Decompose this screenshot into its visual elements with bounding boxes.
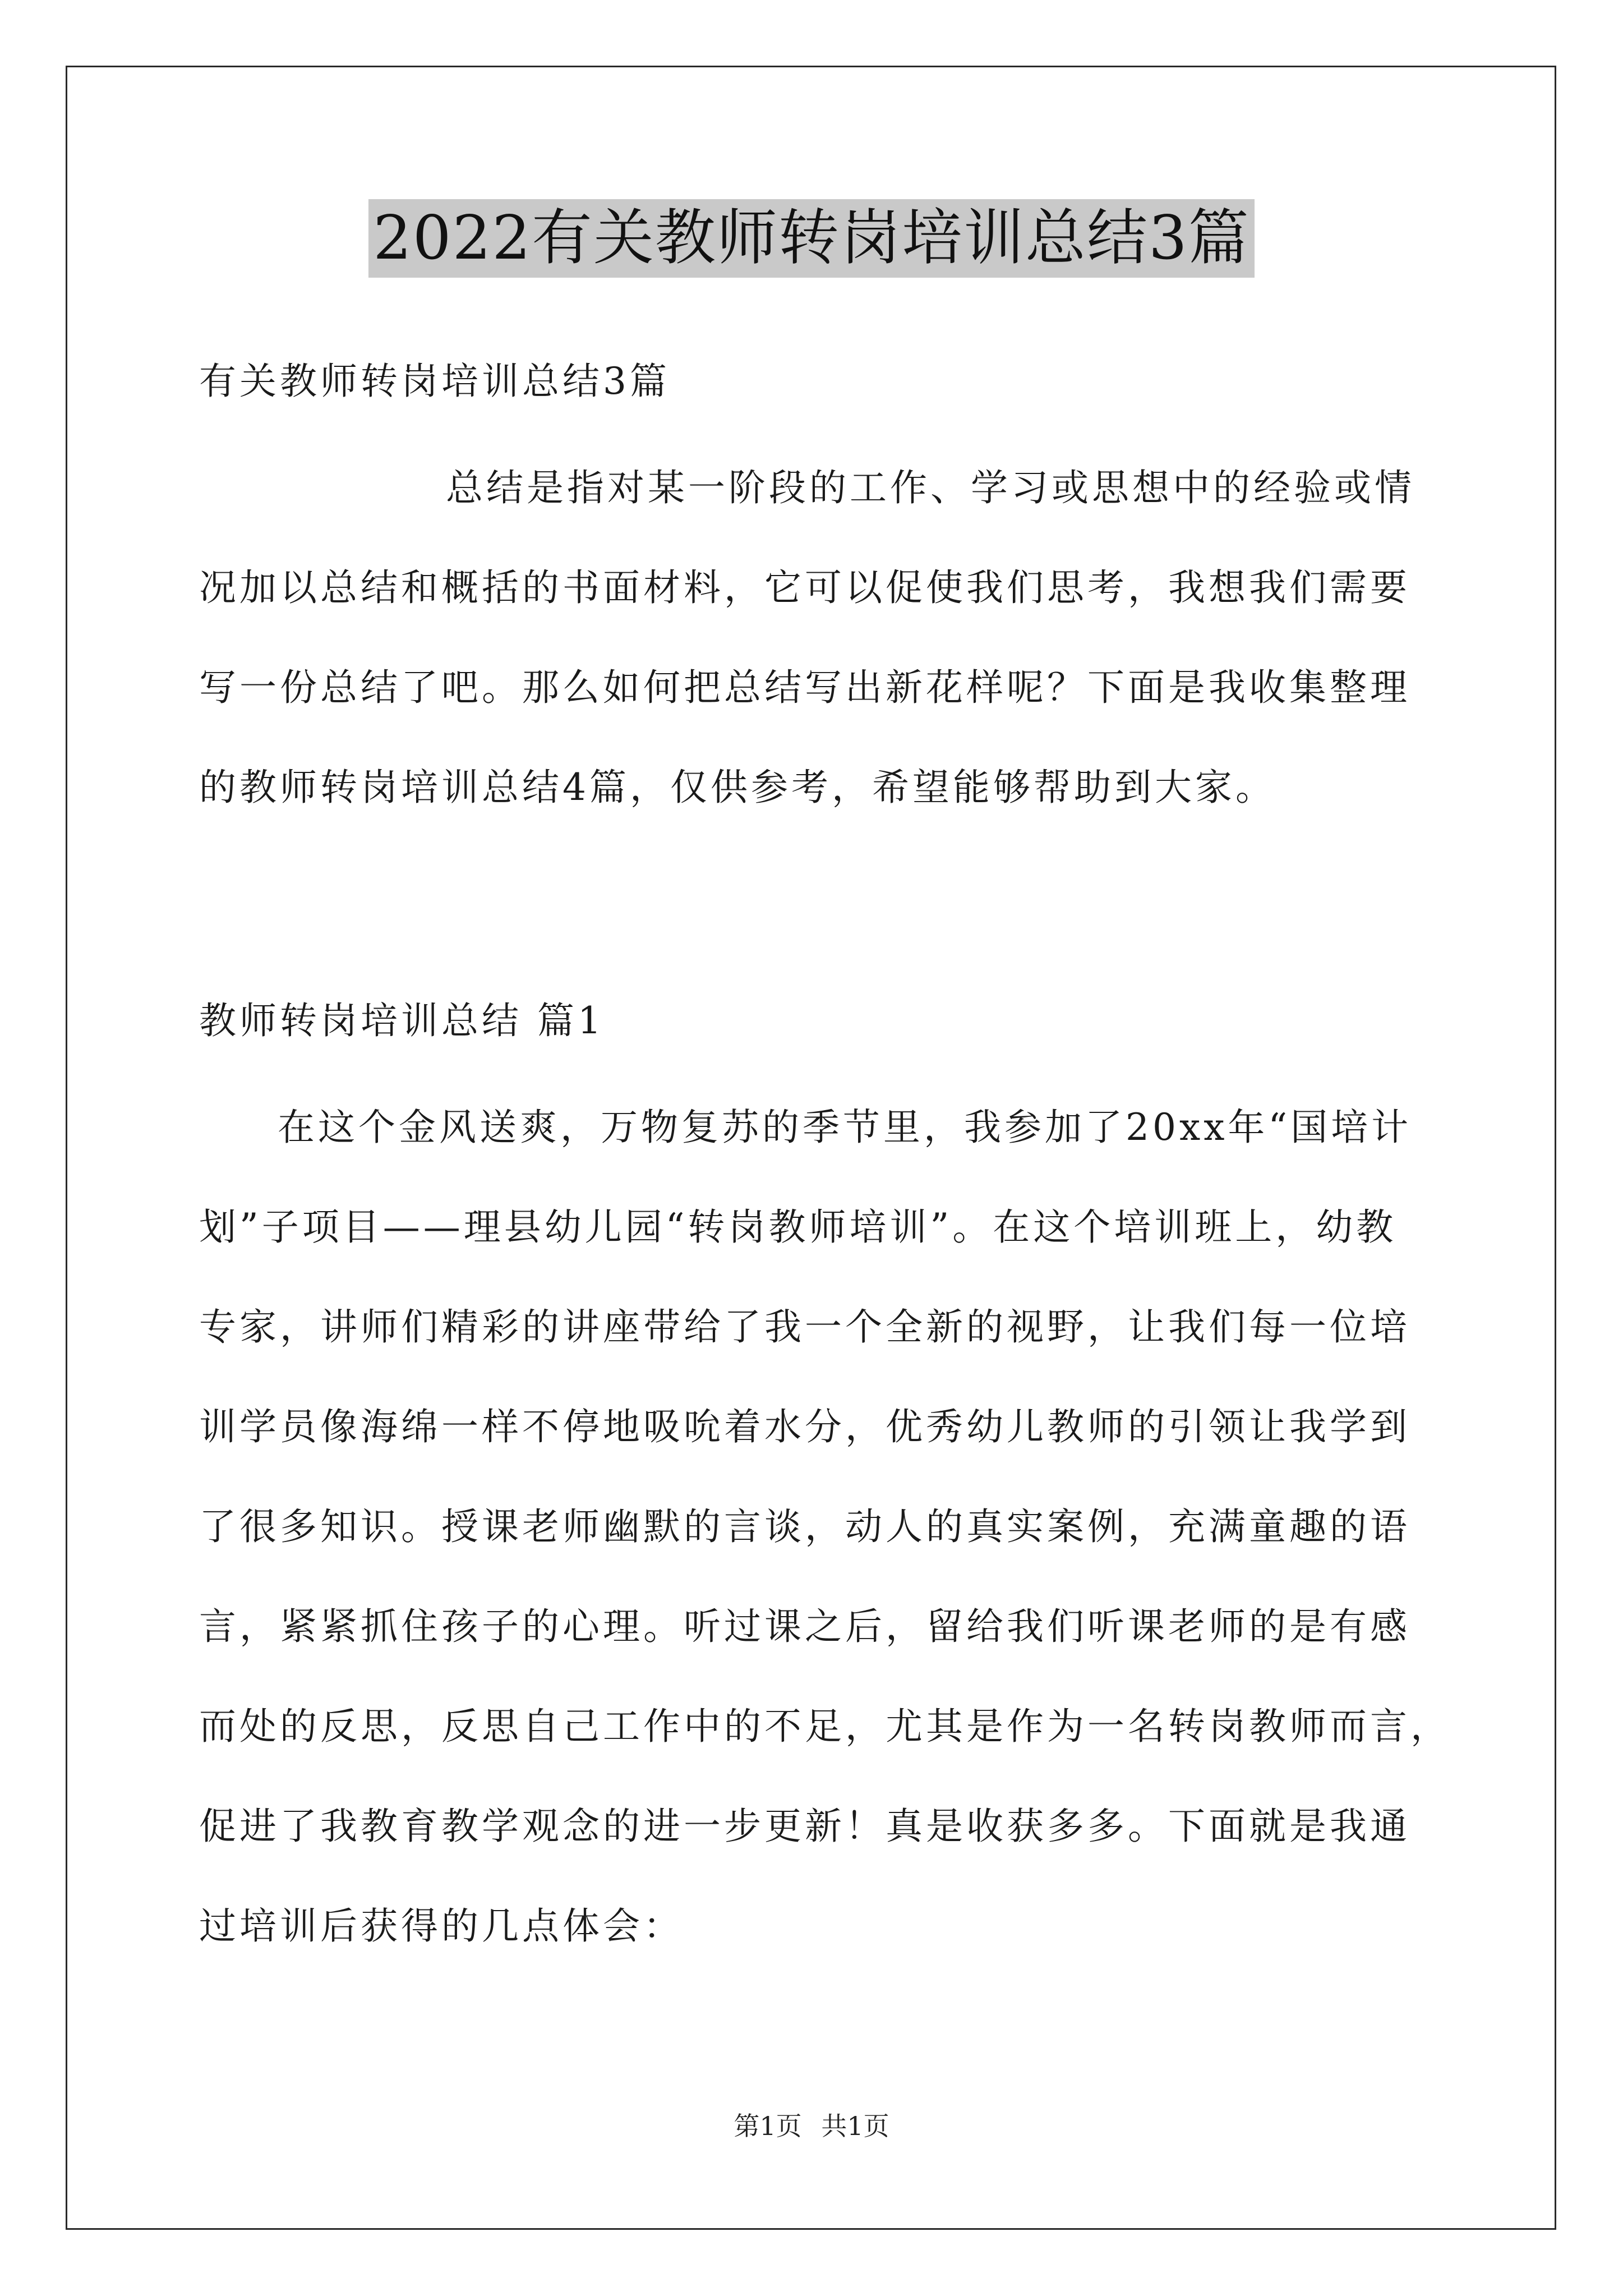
paragraph-line: 总结是指对某一阶段的工作、学习或思想中的经验或情 (446, 466, 1415, 509)
paragraph-line: 训学员像海绵一样不停地吸吮着水分，优秀幼儿教师的引领让我学到 (199, 1405, 1410, 1448)
paragraph-line: 在这个金风送爽，万物复苏的季节里，我参加了20xx年“国培计 (278, 1106, 1412, 1149)
page-number-current: 第1页 (734, 2111, 802, 2141)
paragraph-line: 过培训后获得的几点体会： (199, 1904, 684, 1948)
document-title: 2022有关教师转岗培训总结3篇 (368, 199, 1255, 278)
intro-paragraph (199, 460, 1433, 859)
section-heading: 教师转岗培训总结 篇1 (199, 999, 605, 1042)
paragraph-line: 专家，讲师们精彩的讲座带给了我一个全新的视野，让我们每一位培 (199, 1305, 1410, 1349)
paragraph-line: 的教师转岗培训总结4篇，仅供参考，希望能够帮助到大家。 (199, 766, 1276, 809)
page-footer (0, 2109, 1623, 2143)
title-container (0, 199, 1623, 278)
paragraph-line: 划”子项目——理县幼儿园“转岗教师培训”。在这个培训班上，幼教 (199, 1205, 1397, 1249)
paragraph-line: 而处的反思，反思自己工作中的不足，尤其是作为一名转岗教师而言， (199, 1705, 1451, 1748)
paragraph-line: 言，紧紧抓住孩子的心理。听过课之后，留给我们听课老师的是有感 (199, 1605, 1410, 1648)
section1-paragraph (199, 1099, 1451, 1998)
document-subtitle: 有关教师转岗培训总结3篇 (199, 360, 670, 403)
page-number-total: 共1页 (821, 2111, 889, 2141)
paragraph-line: 了很多知识。授课老师幽默的言谈，动人的真实案例，充满童趣的语 (199, 1505, 1410, 1548)
paragraph-line: 况加以总结和概括的书面材料，它可以促使我们思考，我想我们需要 (199, 566, 1410, 609)
paragraph-line: 促进了我教育教学观念的进一步更新！真是收获多多。下面就是我通 (199, 1805, 1410, 1848)
paragraph-line: 写一份总结了吧。那么如何把总结写出新花样呢？下面是我收集整理 (199, 666, 1410, 709)
